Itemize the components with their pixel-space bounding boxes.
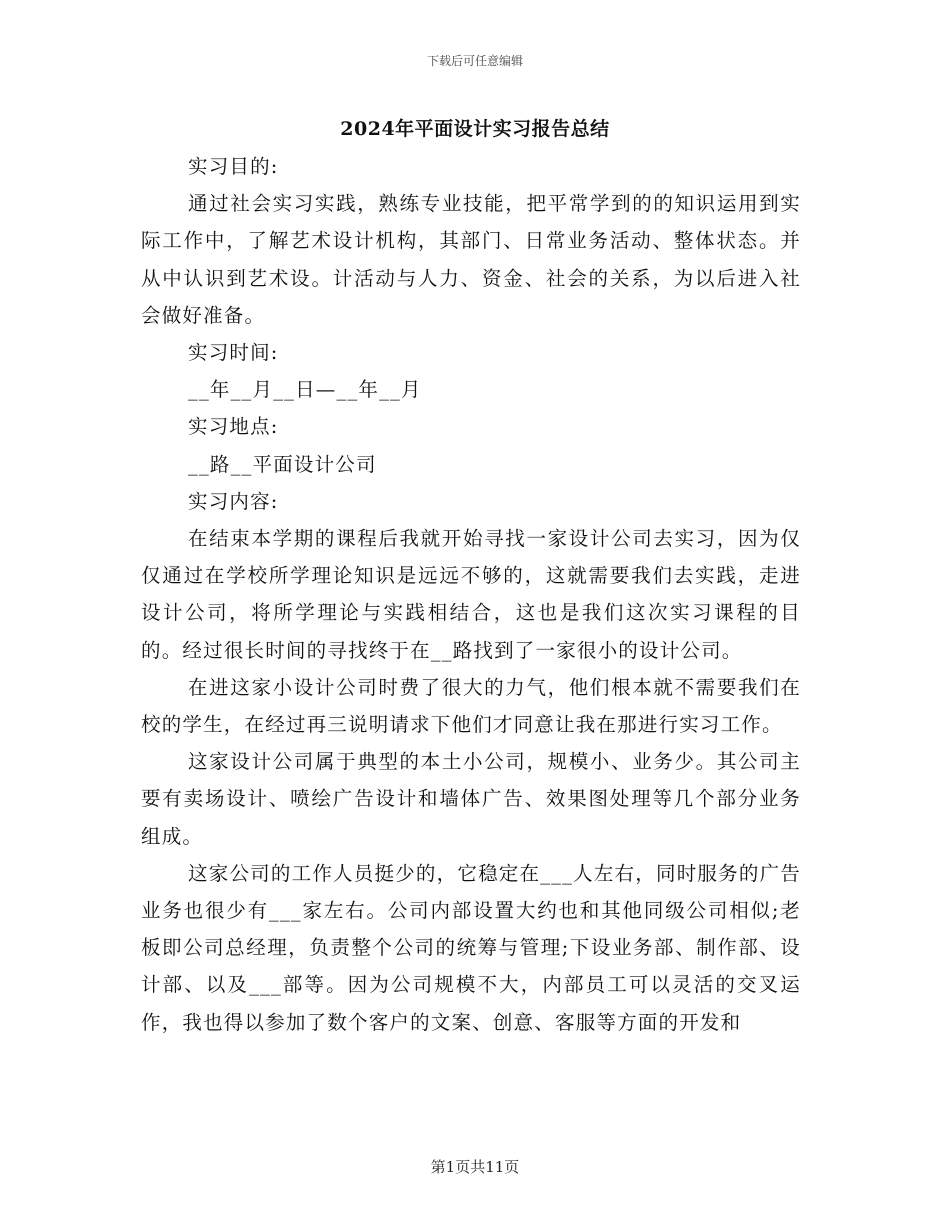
document-title: 2024年平面设计实习报告总结 (340, 118, 610, 140)
page-number: 第1页共11页 (430, 1158, 520, 1176)
paragraph-content-4: 这家公司的工作人员挺少的，它稳定在___人左右，同时服务的广告业务也很少有___家左右。公司内部设置大约也和其他同级公司相似;老板即公司总经理，负责整个公司的统筹与管理;下设业务部、制作部、设计部、以及___部等。因为公司规模不大，内部员工可以灵活的交叉运作，我也得以参加了数个客户的文案、创意、客服等方面的开发和 (141, 861, 801, 1034)
heading-purpose: 实习目的: (188, 155, 279, 178)
paragraph-content-1: 在结束本学期的课程后我就开始寻找一家设计公司去实习，因为仅仅通过在学校所学理论知识是远远不够的，这就需要我们去实践，走进设计公司，将所学理论与实践相结合，这也是我们这次实习课程的目的。经过很长时间的寻找终于在__路找到了一家很小的设计公司。 (141, 527, 801, 662)
heading-content: 实习内容: (188, 489, 279, 513)
document-body (141, 148, 801, 1041)
paragraph-content-3: 这家设计公司属于典型的本土小公司，规模小、业务少。其公司主要有卖场设计、喷绘广告设计和墙体广告、效果图处理等几个部分业务组成。 (141, 750, 801, 848)
paragraph-location: __路__平面设计公司 (188, 452, 377, 476)
paragraph-content-2: 在进这家小设计公司时费了很大的力气，他们根本就不需要我们在校的学生，在经过再三说明请求下他们才同意让我在那进行实习工作。 (141, 675, 801, 737)
heading-location: 实习地点: (188, 415, 279, 439)
heading-time: 实习时间: (188, 341, 279, 365)
paragraph-time: __年__月__日—__年__月 (188, 378, 422, 402)
paragraph-purpose: 通过社会实习实践，熟练专业技能，把平常学到的的知识运用到实际工作中，了解艺术设计机构，其部门、日常业务活动、整体状态。并从中认识到艺术设。计活动与人力、资金、社会的关系，为以后进入社会做好准备。 (141, 192, 801, 327)
page-header-note: 下载后可任意编辑 (426, 54, 523, 68)
